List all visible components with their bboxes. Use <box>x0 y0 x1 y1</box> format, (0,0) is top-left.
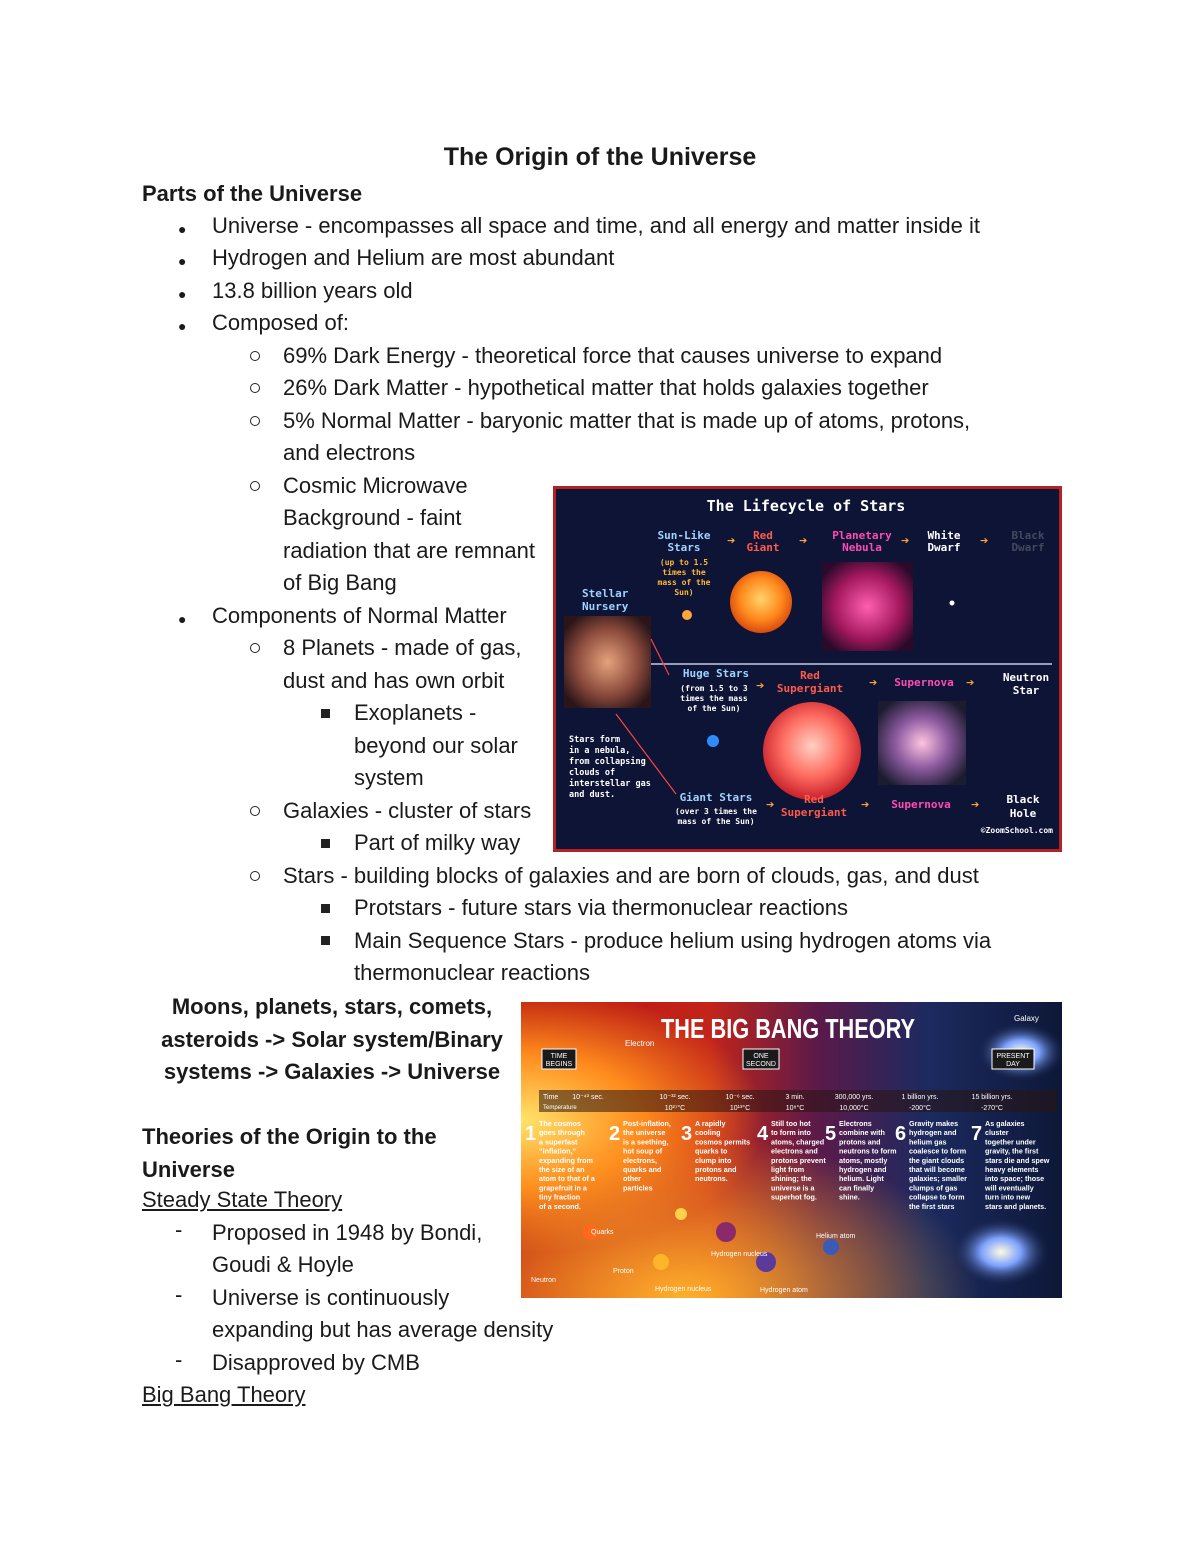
step-text: coalesce to form <box>909 1146 967 1156</box>
black-hole-label: Black <box>1006 793 1040 806</box>
section-heading-theories-cont: Universe <box>142 1157 235 1182</box>
galaxy-image <box>951 1217 1051 1287</box>
arrow-icon: ➔ <box>727 533 736 549</box>
temperature-axis-label: Temperature <box>543 1105 577 1111</box>
step-text: universe is a <box>771 1183 815 1193</box>
step-text: neutrons to form <box>839 1146 897 1156</box>
step-text: Electrons <box>839 1119 872 1128</box>
list-item: Proposed in 1948 by Bondi, <box>212 1220 483 1245</box>
red-supergiant-label: Red <box>800 669 820 682</box>
step-text: turn into new <box>985 1192 1031 1202</box>
circle-bullet-icon <box>250 871 260 881</box>
step-text: protons prevent <box>771 1155 826 1165</box>
red-supergiant-label: Supergiant <box>776 682 844 695</box>
circle-bullet-icon <box>250 416 260 426</box>
list-item: 5% Normal Matter - baryonic matter that is made up of atoms, protons, <box>283 408 971 433</box>
black-dwarf-label: Dwarf <box>1011 541 1045 554</box>
step-text: is a seething, <box>623 1137 669 1147</box>
white-dwarf-label: Dwarf <box>927 541 961 554</box>
black-hole-label: Hole <box>1009 807 1037 820</box>
supernova-label: Supernova <box>894 676 954 689</box>
giant-stars-label: Giant Stars <box>679 791 753 804</box>
star-form-note: clouds of <box>569 768 616 778</box>
step-text: of a second. <box>539 1201 581 1211</box>
step-number: 2 <box>609 1123 621 1145</box>
arrow-icon: ➔ <box>980 533 989 549</box>
square-bullet-icon <box>321 709 330 718</box>
bullet-icon: ● <box>178 318 187 334</box>
list-item-cont: of Big Bang <box>283 570 397 595</box>
step-text: the first stars <box>909 1201 955 1211</box>
big-bang-figure <box>521 1002 1062 1298</box>
timeline-time: 10⁻⁶ sec. <box>725 1094 755 1101</box>
step-text: Gravity makes <box>909 1119 959 1128</box>
hydrogen-nucleus-label: Hydrogen nucleus <box>711 1251 768 1258</box>
step-text: into space; those <box>985 1174 1045 1184</box>
step-text: As galaxies <box>985 1119 1025 1128</box>
particle-icon <box>823 1239 839 1255</box>
arrow-icon: ➔ <box>901 533 910 549</box>
step-text: gravity, the first <box>985 1146 1039 1156</box>
step-number: 7 <box>971 1123 983 1145</box>
list-item: Disapproved by CMB <box>212 1350 420 1375</box>
step-text: Post-inflation, <box>623 1119 671 1128</box>
timeline-temperature: 10,000°C <box>839 1105 869 1112</box>
timeline-temperature: 10²⁷°C <box>664 1105 686 1112</box>
step-text: combine with <box>839 1128 885 1138</box>
stellar-nursery-label: Stellar <box>582 587 629 600</box>
circle-bullet-icon <box>250 383 260 393</box>
list-item: Components of Normal Matter <box>212 603 507 628</box>
list-item-cont: and electrons <box>283 440 416 465</box>
planetary-nebula-image <box>822 562 913 651</box>
timeline-time: 3 min. <box>785 1094 805 1101</box>
step-text: can finally <box>839 1183 875 1193</box>
square-bullet-icon <box>321 904 330 913</box>
helium-atom-label: Helium atom <box>816 1233 856 1240</box>
list-item: Protstars - future stars via thermonuclear reactions <box>354 895 848 920</box>
red-giant-icon <box>730 571 792 633</box>
arrow-icon: ➔ <box>971 797 980 813</box>
red-supergiant-icon <box>763 702 861 800</box>
step-text: light from <box>771 1165 805 1174</box>
huge-stars-note: times the mass <box>680 694 748 703</box>
list-item: Stars - building blocks of galaxies and are born of clouds, gas, and dust <box>283 863 979 888</box>
planetary-nebula-label: Planetary <box>832 529 892 542</box>
timeline-time: 300,000 yrs. <box>834 1094 874 1101</box>
bullet-icon: ● <box>178 286 187 302</box>
present-day-label: DAY <box>1006 1061 1020 1068</box>
electron-label: Electron <box>625 1039 655 1048</box>
quarks-label: Quarks <box>591 1229 614 1236</box>
step-text: A rapidly <box>695 1119 726 1128</box>
white-dwarf-label: White <box>927 529 961 542</box>
star-form-note: and dust. <box>569 790 616 800</box>
connector-line <box>651 639 669 675</box>
step-text: superhot fog. <box>771 1192 817 1202</box>
step-text: quarks and <box>623 1165 662 1174</box>
list-item: Main Sequence Stars - produce helium using hydrogen atoms via <box>354 928 992 953</box>
section-heading-parts: Parts of the Universe <box>142 181 363 206</box>
star-form-note: in a nebula, <box>569 746 631 756</box>
giant-stars-note: (over 3 times the <box>675 807 757 816</box>
step-number: 1 <box>525 1123 537 1145</box>
list-item-cont: Background - faint <box>283 505 462 530</box>
step-number: 4 <box>757 1123 769 1145</box>
step-text: cooling <box>695 1128 721 1138</box>
timeline-temperature: -270°C <box>981 1105 1003 1112</box>
timeline-time: 10⁻³² sec. <box>659 1094 691 1101</box>
section-heading-theories: Theories of the Origin to the <box>142 1124 437 1149</box>
list-item-cont: beyond our solar <box>354 733 518 758</box>
step-text: collapse to form <box>909 1192 965 1202</box>
step-text: hydrogen and <box>909 1128 957 1138</box>
arrow-icon: ➔ <box>861 797 870 813</box>
galaxy-label: Galaxy <box>1014 1014 1039 1023</box>
step-text: tiny fraction <box>539 1192 581 1202</box>
step-text: atom to that of a <box>539 1174 595 1184</box>
step-text: together under <box>985 1137 1036 1147</box>
particle-icon <box>716 1222 736 1242</box>
step-text: neutrons. <box>695 1174 728 1184</box>
supernova-image <box>878 701 966 785</box>
timeline-temperature: -200°C <box>909 1105 931 1112</box>
neutron-label: Neutron <box>531 1277 556 1284</box>
arrow-icon: ➔ <box>799 533 808 549</box>
step-text: shine. <box>839 1192 860 1202</box>
step-text: hot soup of <box>623 1146 663 1156</box>
step-text: protons and <box>695 1165 737 1174</box>
step-text: the size of an <box>539 1165 585 1174</box>
step-text: hydrogen and <box>839 1165 887 1174</box>
list-item-cont: radiation that are remnant <box>283 538 535 563</box>
red-giant-label: Giant <box>746 541 780 554</box>
lifecycle-title: The Lifecycle of Stars <box>706 497 906 515</box>
bullet-icon: ● <box>178 221 187 237</box>
step-text: quarks to <box>695 1146 728 1156</box>
list-item: 13.8 billion years old <box>212 278 413 303</box>
star-form-note: from collapsing <box>569 757 646 767</box>
step-text: stars die and spew <box>985 1155 1050 1165</box>
hierarchy-line: systems -> Galaxies -> Universe <box>163 1059 501 1084</box>
bullet-icon: ● <box>178 253 187 269</box>
list-item: Part of milky way <box>354 830 521 855</box>
list-item: Galaxies - cluster of stars <box>283 798 532 823</box>
black-dwarf-label: Black <box>1011 529 1045 542</box>
list-item: Hydrogen and Helium are most abundant <box>212 245 615 270</box>
step-text: clump into <box>695 1155 732 1165</box>
planetary-nebula-label: Nebula <box>842 541 882 554</box>
bullet-icon: ● <box>178 611 187 627</box>
lifecycle-of-stars-figure <box>553 486 1062 852</box>
step-number: 6 <box>895 1123 907 1145</box>
step-text: the universe <box>623 1128 666 1138</box>
step-text: electrons, <box>623 1155 657 1165</box>
timeline-time: 15 billion yrs. <box>971 1094 1013 1101</box>
step-text: goes through <box>539 1128 585 1138</box>
big-bang-title: THE BIG BANG THEORY <box>661 1013 916 1044</box>
step-text: galaxies; smaller <box>909 1174 967 1184</box>
step-number: 3 <box>681 1123 693 1145</box>
list-item-cont: dust and has own orbit <box>283 668 505 693</box>
square-bullet-icon <box>321 936 330 945</box>
timeline-time: 1 billion yrs. <box>901 1094 939 1101</box>
subheading-steady-state: Steady State Theory <box>142 1187 343 1212</box>
sunlike-star-icon <box>682 610 692 620</box>
circle-bullet-icon <box>250 481 260 491</box>
step-text: atoms, mostly <box>839 1155 888 1165</box>
step-text: “inflation,” <box>539 1146 577 1156</box>
sunlike-note: Sun) <box>674 588 694 597</box>
step-text: other <box>623 1174 641 1184</box>
step-text: a superfast <box>539 1137 578 1147</box>
timeline-temperature: 10⁸°C <box>785 1105 805 1112</box>
step-text: clumps of gas <box>909 1183 958 1193</box>
list-item: Composed of: <box>212 310 349 335</box>
dash-bullet: - <box>175 1347 183 1372</box>
proton-label: Proton <box>613 1268 634 1275</box>
red-giant-label: Red <box>753 529 773 542</box>
subheading-big-bang: Big Bang Theory <box>142 1382 306 1407</box>
dash-bullet: - <box>175 1282 183 1307</box>
white-dwarf-icon <box>950 601 955 606</box>
dash-bullet: - <box>175 1217 183 1242</box>
circle-bullet-icon <box>250 806 260 816</box>
arrow-icon: ➔ <box>766 797 775 813</box>
list-item: 69% Dark Energy - theoretical force that causes universe to expand <box>283 343 943 368</box>
step-text: protons and <box>839 1137 881 1147</box>
step-text: will eventually <box>985 1183 1034 1193</box>
list-item-cont: expanding but has average density <box>212 1317 554 1342</box>
hierarchy-line: Moons, planets, stars, comets, <box>171 994 493 1019</box>
star-form-note: interstellar gas <box>569 779 651 789</box>
square-bullet-icon <box>321 839 330 848</box>
arrow-icon: ➔ <box>869 675 878 691</box>
step-text: to form into <box>771 1128 811 1138</box>
circle-bullet-icon <box>250 643 260 653</box>
hierarchy-line: asteroids -> Solar system/Binary <box>161 1027 503 1052</box>
huge-star-icon <box>707 735 719 747</box>
sunlike-note: times the <box>662 568 706 577</box>
step-text: expanding from <box>539 1155 593 1165</box>
list-item: 26% Dark Matter - hypothetical matter that holds galaxies together <box>283 375 929 400</box>
giant-stars-note: mass of the Sun) <box>677 817 755 826</box>
step-text: electrons and <box>771 1146 818 1156</box>
supernova-label-2: Supernova <box>891 798 951 811</box>
sunlike-label: Stars <box>667 541 701 554</box>
step-text: helium gas <box>909 1137 947 1147</box>
step-text: heavy elements <box>985 1165 1039 1174</box>
stellar-nursery-image <box>564 616 651 708</box>
one-second-label: SECOND <box>746 1061 776 1068</box>
step-text: The cosmos <box>539 1119 581 1128</box>
hydrogen-nucleus-label-2: Hydrogen nucleus <box>655 1286 712 1293</box>
list-item: Universe - encompasses all space and time, and all energy and matter inside it <box>212 213 980 238</box>
neutron-star-label: Star <box>1012 684 1040 697</box>
list-item: Cosmic Microwave <box>283 473 468 498</box>
step-text: Still too hot <box>771 1119 811 1128</box>
page-title: The Origin of the Universe <box>443 143 757 171</box>
step-number: 5 <box>825 1123 837 1145</box>
present-day-label: PRESENT <box>996 1053 1030 1060</box>
timeline-time: 10⁻⁴³ sec. <box>572 1094 604 1101</box>
step-text: stars and planets. <box>985 1201 1047 1211</box>
time-begins-label: BEGINS <box>545 1061 573 1068</box>
time-axis-label: Time <box>543 1094 559 1101</box>
time-begins-label: TIME <box>550 1053 568 1060</box>
arrow-icon: ➔ <box>756 678 765 694</box>
hydrogen-atom-label: Hydrogen atom <box>760 1287 808 1294</box>
sunlike-label: Sun-Like <box>657 529 711 542</box>
step-text: grapefruit in a <box>539 1183 587 1193</box>
step-text: shining; the <box>771 1174 812 1184</box>
step-text: particles <box>623 1183 653 1193</box>
step-text: cluster <box>985 1128 1009 1138</box>
huge-stars-note: of the Sun) <box>687 704 741 713</box>
particle-icon <box>653 1254 669 1270</box>
one-second-label: ONE <box>753 1053 769 1060</box>
stellar-nursery-label: Nursery <box>582 600 629 613</box>
list-item-cont: thermonuclear reactions <box>354 960 591 985</box>
step-text: the giant clouds <box>909 1155 965 1165</box>
circle-bullet-icon <box>250 351 260 361</box>
sunlike-note: (up to 1.5 <box>659 558 709 567</box>
star-form-note: Stars form <box>569 735 621 745</box>
particle-icon <box>675 1208 687 1220</box>
step-text: cosmos permits <box>695 1137 751 1147</box>
red-supergiant-label-2: Red <box>804 793 824 806</box>
list-item: Exoplanets - <box>354 700 477 725</box>
list-item-cont: Goudi & Hoyle <box>212 1252 354 1277</box>
credit-text: ©ZoomSchool.com <box>980 826 1053 835</box>
huge-stars-note: (from 1.5 to 3 <box>680 684 748 693</box>
arrow-icon: ➔ <box>966 675 975 691</box>
step-text: helium. Light <box>839 1174 884 1184</box>
list-item-cont: system <box>354 765 424 790</box>
step-text: that will become <box>909 1165 965 1174</box>
sunlike-note: mass of the <box>657 578 711 587</box>
timeline-temperature: 10¹³°C <box>729 1105 751 1112</box>
list-item: 8 Planets - made of gas, <box>283 635 522 660</box>
list-item: Universe is continuously <box>212 1285 450 1310</box>
step-text: atoms, charged <box>771 1137 825 1147</box>
red-supergiant-label-2: Supergiant <box>780 806 848 819</box>
huge-stars-label: Huge Stars <box>682 667 750 680</box>
neutron-star-label: Neutron <box>1002 671 1050 684</box>
